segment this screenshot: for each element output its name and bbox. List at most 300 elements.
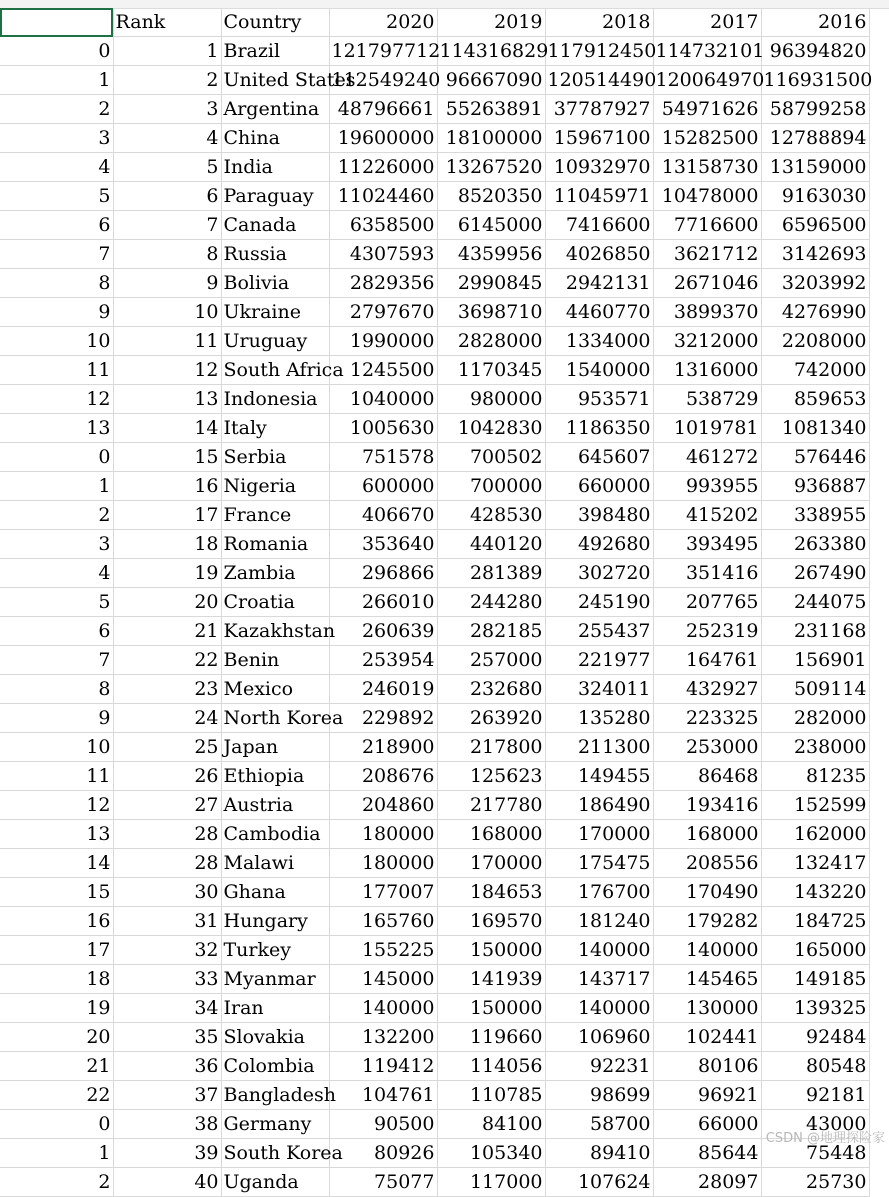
cell-value[interactable]: 1040000 [329, 385, 437, 414]
cell-value[interactable]: 461272 [653, 443, 761, 472]
cell-value[interactable]: 406670 [329, 501, 437, 530]
cell-value[interactable]: 2797670 [329, 298, 437, 327]
cell-value[interactable]: 223325 [653, 704, 761, 733]
cell-value[interactable]: 179282 [653, 907, 761, 936]
cell-value[interactable]: 1005630 [329, 414, 437, 443]
cell-index[interactable]: 10 [0, 327, 113, 356]
cell-value[interactable]: 143717 [545, 965, 653, 994]
cell-value[interactable]: 3203992 [761, 269, 869, 298]
cell-value[interactable]: 170000 [437, 849, 545, 878]
header-year-2020[interactable]: 2020 [329, 8, 437, 37]
cell-value[interactable]: 168000 [437, 820, 545, 849]
cell-rank[interactable]: 34 [113, 994, 221, 1023]
cell-value[interactable]: 105340 [437, 1139, 545, 1168]
cell-value[interactable]: 43000 [761, 1110, 869, 1139]
cell-rank[interactable]: 15 [113, 443, 221, 472]
cell-index[interactable]: 0 [0, 443, 113, 472]
cell-index[interactable]: 10 [0, 733, 113, 762]
cell-value[interactable]: 28097 [653, 1168, 761, 1197]
cell-value[interactable]: 260639 [329, 617, 437, 646]
cell-value[interactable]: 132200 [329, 1023, 437, 1052]
cell-value[interactable]: 86468 [653, 762, 761, 791]
cell-value[interactable]: 1042830 [437, 414, 545, 443]
cell-value[interactable]: 1316000 [653, 356, 761, 385]
cell-rank[interactable]: 33 [113, 965, 221, 994]
cell-value[interactable]: 165760 [329, 907, 437, 936]
cell-country[interactable]: Bangladesh [221, 1081, 329, 1110]
cell-index[interactable]: 4 [0, 153, 113, 182]
cell-value[interactable]: 302720 [545, 559, 653, 588]
cell-country[interactable]: Bolivia [221, 269, 329, 298]
cell-value[interactable]: 92484 [761, 1023, 869, 1052]
cell-value[interactable]: 324011 [545, 675, 653, 704]
selected-cell-a1[interactable] [0, 8, 113, 37]
cell-index[interactable]: 1 [0, 66, 113, 95]
cell-value[interactable]: 263380 [761, 530, 869, 559]
cell-value[interactable]: 2208000 [761, 327, 869, 356]
cell-rank[interactable]: 14 [113, 414, 221, 443]
cell-rank[interactable]: 6 [113, 182, 221, 211]
cell-rank[interactable]: 26 [113, 762, 221, 791]
cell-value[interactable]: 2671046 [653, 269, 761, 298]
cell-value[interactable]: 25730 [761, 1168, 869, 1197]
cell-country[interactable]: India [221, 153, 329, 182]
cell-value[interactable]: 15282500 [653, 124, 761, 153]
cell-value[interactable]: 432927 [653, 675, 761, 704]
cell-index[interactable]: 3 [0, 530, 113, 559]
cell-value[interactable]: 75077 [329, 1168, 437, 1197]
cell-country[interactable]: Benin [221, 646, 329, 675]
cell-index[interactable]: 9 [0, 704, 113, 733]
cell-value[interactable]: 106960 [545, 1023, 653, 1052]
cell-value[interactable]: 114732101 [653, 37, 761, 66]
cell-country[interactable]: Iran [221, 994, 329, 1023]
cell-value[interactable]: 181240 [545, 907, 653, 936]
cell-rank[interactable]: 28 [113, 849, 221, 878]
cell-value[interactable]: 7416600 [545, 211, 653, 240]
cell-value[interactable]: 1334000 [545, 327, 653, 356]
cell-value[interactable]: 19600000 [329, 124, 437, 153]
cell-country[interactable]: Brazil [221, 37, 329, 66]
cell-country[interactable]: France [221, 501, 329, 530]
header-year-2017[interactable]: 2017 [653, 8, 761, 37]
cell-value[interactable]: 150000 [437, 994, 545, 1023]
cell-value[interactable]: 4359956 [437, 240, 545, 269]
cell-value[interactable]: 415202 [653, 501, 761, 530]
cell-value[interactable]: 112549240 [329, 66, 437, 95]
cell-value[interactable]: 193416 [653, 791, 761, 820]
cell-rank[interactable]: 4 [113, 124, 221, 153]
cell-value[interactable]: 102441 [653, 1023, 761, 1052]
cell-value[interactable]: 231168 [761, 617, 869, 646]
cell-index[interactable]: 9 [0, 298, 113, 327]
cell-value[interactable]: 164761 [653, 646, 761, 675]
cell-value[interactable]: 104761 [329, 1081, 437, 1110]
cell-index[interactable]: 8 [0, 675, 113, 704]
cell-value[interactable]: 89410 [545, 1139, 653, 1168]
cell-rank[interactable]: 16 [113, 472, 221, 501]
cell-rank[interactable]: 8 [113, 240, 221, 269]
cell-value[interactable]: 135280 [545, 704, 653, 733]
cell-value[interactable]: 263920 [437, 704, 545, 733]
cell-value[interactable]: 96394820 [761, 37, 869, 66]
cell-value[interactable]: 238000 [761, 733, 869, 762]
cell-value[interactable]: 80926 [329, 1139, 437, 1168]
cell-value[interactable]: 218900 [329, 733, 437, 762]
cell-value[interactable]: 140000 [329, 994, 437, 1023]
cell-country[interactable]: Ethiopia [221, 762, 329, 791]
cell-country[interactable]: Malawi [221, 849, 329, 878]
cell-value[interactable]: 125623 [437, 762, 545, 791]
cell-value[interactable]: 92231 [545, 1052, 653, 1081]
cell-value[interactable]: 119660 [437, 1023, 545, 1052]
cell-value[interactable]: 11024460 [329, 182, 437, 211]
cell-rank[interactable]: 38 [113, 1110, 221, 1139]
cell-index[interactable]: 4 [0, 559, 113, 588]
cell-rank[interactable]: 13 [113, 385, 221, 414]
cell-index[interactable]: 6 [0, 211, 113, 240]
cell-rank[interactable]: 1 [113, 37, 221, 66]
cell-value[interactable]: 281389 [437, 559, 545, 588]
cell-value[interactable]: 80548 [761, 1052, 869, 1081]
cell-value[interactable]: 229892 [329, 704, 437, 733]
cell-rank[interactable]: 21 [113, 617, 221, 646]
cell-index[interactable]: 3 [0, 124, 113, 153]
cell-value[interactable]: 13159000 [761, 153, 869, 182]
cell-country[interactable]: Japan [221, 733, 329, 762]
cell-index[interactable]: 14 [0, 849, 113, 878]
cell-value[interactable]: 266010 [329, 588, 437, 617]
cell-rank[interactable]: 3 [113, 95, 221, 124]
cell-country[interactable]: Myanmar [221, 965, 329, 994]
cell-value[interactable]: 7716600 [653, 211, 761, 240]
cell-value[interactable]: 58799258 [761, 95, 869, 124]
cell-value[interactable]: 140000 [545, 936, 653, 965]
cell-rank[interactable]: 18 [113, 530, 221, 559]
cell-value[interactable]: 170490 [653, 878, 761, 907]
cell-index[interactable]: 0 [0, 1110, 113, 1139]
cell-value[interactable]: 211300 [545, 733, 653, 762]
cell-value[interactable]: 55263891 [437, 95, 545, 124]
cell-value[interactable]: 18100000 [437, 124, 545, 153]
cell-country[interactable]: Uganda [221, 1168, 329, 1197]
cell-rank[interactable]: 20 [113, 588, 221, 617]
cell-value[interactable]: 149185 [761, 965, 869, 994]
cell-value[interactable]: 15967100 [545, 124, 653, 153]
cell-value[interactable]: 398480 [545, 501, 653, 530]
cell-index[interactable]: 22 [0, 1081, 113, 1110]
cell-value[interactable]: 296866 [329, 559, 437, 588]
cell-value[interactable]: 440120 [437, 530, 545, 559]
cell-value[interactable]: 81235 [761, 762, 869, 791]
cell-value[interactable]: 156901 [761, 646, 869, 675]
cell-value[interactable]: 84100 [437, 1110, 545, 1139]
cell-value[interactable]: 2829356 [329, 269, 437, 298]
cell-value[interactable]: 11045971 [545, 182, 653, 211]
cell-value[interactable]: 204860 [329, 791, 437, 820]
cell-value[interactable]: 54971626 [653, 95, 761, 124]
cell-value[interactable]: 217800 [437, 733, 545, 762]
cell-index[interactable]: 5 [0, 588, 113, 617]
cell-value[interactable]: 509114 [761, 675, 869, 704]
cell-country[interactable]: Mexico [221, 675, 329, 704]
cell-value[interactable]: 114316829 [437, 37, 545, 66]
cell-value[interactable]: 6596500 [761, 211, 869, 240]
cell-value[interactable]: 80106 [653, 1052, 761, 1081]
cell-value[interactable]: 1990000 [329, 327, 437, 356]
cell-value[interactable]: 177007 [329, 878, 437, 907]
cell-value[interactable]: 742000 [761, 356, 869, 385]
cell-value[interactable]: 217780 [437, 791, 545, 820]
cell-rank[interactable]: 25 [113, 733, 221, 762]
cell-value[interactable]: 85644 [653, 1139, 761, 1168]
cell-country[interactable]: Colombia [221, 1052, 329, 1081]
cell-rank[interactable]: 30 [113, 878, 221, 907]
cell-value[interactable]: 3621712 [653, 240, 761, 269]
cell-value[interactable]: 232680 [437, 675, 545, 704]
cell-index[interactable]: 2 [0, 95, 113, 124]
cell-value[interactable]: 267490 [761, 559, 869, 588]
cell-value[interactable]: 953571 [545, 385, 653, 414]
cell-value[interactable]: 75448 [761, 1139, 869, 1168]
cell-index[interactable]: 11 [0, 356, 113, 385]
cell-country[interactable]: Serbia [221, 443, 329, 472]
cell-rank[interactable]: 28 [113, 820, 221, 849]
cell-country[interactable]: Ghana [221, 878, 329, 907]
cell-index[interactable]: 7 [0, 646, 113, 675]
cell-country[interactable]: Croatia [221, 588, 329, 617]
cell-value[interactable]: 208676 [329, 762, 437, 791]
cell-country[interactable]: Paraguay [221, 182, 329, 211]
cell-value[interactable]: 246019 [329, 675, 437, 704]
cell-value[interactable]: 119412 [329, 1052, 437, 1081]
cell-value[interactable]: 6145000 [437, 211, 545, 240]
cell-value[interactable]: 4307593 [329, 240, 437, 269]
cell-country[interactable]: Argentina [221, 95, 329, 124]
cell-value[interactable]: 176700 [545, 878, 653, 907]
cell-value[interactable]: 6358500 [329, 211, 437, 240]
cell-value[interactable]: 169570 [437, 907, 545, 936]
cell-value[interactable]: 116931500 [761, 66, 869, 95]
cell-rank[interactable]: 37 [113, 1081, 221, 1110]
cell-value[interactable]: 492680 [545, 530, 653, 559]
cell-index[interactable]: 1 [0, 472, 113, 501]
cell-value[interactable]: 141939 [437, 965, 545, 994]
cell-index[interactable]: 6 [0, 617, 113, 646]
cell-value[interactable]: 152599 [761, 791, 869, 820]
cell-value[interactable]: 700000 [437, 472, 545, 501]
cell-country[interactable]: Cambodia [221, 820, 329, 849]
cell-value[interactable]: 155225 [329, 936, 437, 965]
cell-rank[interactable]: 22 [113, 646, 221, 675]
cell-value[interactable]: 244075 [761, 588, 869, 617]
cell-value[interactable]: 255437 [545, 617, 653, 646]
cell-rank[interactable]: 32 [113, 936, 221, 965]
cell-value[interactable]: 13158730 [653, 153, 761, 182]
cell-value[interactable]: 90500 [329, 1110, 437, 1139]
cell-value[interactable]: 66000 [653, 1110, 761, 1139]
cell-rank[interactable]: 35 [113, 1023, 221, 1052]
cell-value[interactable]: 244280 [437, 588, 545, 617]
cell-rank[interactable]: 11 [113, 327, 221, 356]
cell-value[interactable]: 253954 [329, 646, 437, 675]
cell-value[interactable]: 253000 [653, 733, 761, 762]
cell-country[interactable]: Italy [221, 414, 329, 443]
cell-value[interactable]: 208556 [653, 849, 761, 878]
cell-rank[interactable]: 39 [113, 1139, 221, 1168]
cell-value[interactable]: 1170345 [437, 356, 545, 385]
cell-value[interactable]: 168000 [653, 820, 761, 849]
cell-value[interactable]: 1186350 [545, 414, 653, 443]
cell-value[interactable]: 130000 [653, 994, 761, 1023]
cell-value[interactable]: 10478000 [653, 182, 761, 211]
cell-value[interactable]: 660000 [545, 472, 653, 501]
cell-value[interactable]: 150000 [437, 936, 545, 965]
cell-value[interactable]: 8520350 [437, 182, 545, 211]
cell-value[interactable]: 120064970 [653, 66, 761, 95]
cell-index[interactable]: 0 [0, 37, 113, 66]
cell-value[interactable]: 37787927 [545, 95, 653, 124]
cell-index[interactable]: 13 [0, 414, 113, 443]
cell-country[interactable]: China [221, 124, 329, 153]
cell-value[interactable]: 13267520 [437, 153, 545, 182]
cell-value[interactable]: 282185 [437, 617, 545, 646]
cell-value[interactable]: 110785 [437, 1081, 545, 1110]
cell-country[interactable]: South Korea [221, 1139, 329, 1168]
cell-value[interactable]: 4460770 [545, 298, 653, 327]
header-year-2019[interactable]: 2019 [437, 8, 545, 37]
cell-value[interactable]: 700502 [437, 443, 545, 472]
cell-index[interactable]: 5 [0, 182, 113, 211]
cell-index[interactable]: 16 [0, 907, 113, 936]
cell-rank[interactable]: 5 [113, 153, 221, 182]
cell-value[interactable]: 751578 [329, 443, 437, 472]
cell-value[interactable]: 2990845 [437, 269, 545, 298]
cell-index[interactable]: 17 [0, 936, 113, 965]
cell-index[interactable]: 2 [0, 501, 113, 530]
cell-value[interactable]: 145000 [329, 965, 437, 994]
cell-rank[interactable]: 12 [113, 356, 221, 385]
cell-value[interactable]: 353640 [329, 530, 437, 559]
cell-index[interactable]: 12 [0, 791, 113, 820]
cell-index[interactable]: 15 [0, 878, 113, 907]
header-year-2018[interactable]: 2018 [545, 8, 653, 37]
cell-value[interactable]: 184725 [761, 907, 869, 936]
cell-country[interactable]: Austria [221, 791, 329, 820]
cell-rank[interactable]: 10 [113, 298, 221, 327]
cell-index[interactable]: 19 [0, 994, 113, 1023]
cell-country[interactable]: Kazakhstan [221, 617, 329, 646]
cell-value[interactable]: 180000 [329, 849, 437, 878]
cell-value[interactable]: 1019781 [653, 414, 761, 443]
cell-value[interactable]: 165000 [761, 936, 869, 965]
cell-value[interactable]: 92181 [761, 1081, 869, 1110]
cell-value[interactable]: 3212000 [653, 327, 761, 356]
cell-value[interactable]: 149455 [545, 762, 653, 791]
cell-value[interactable]: 245190 [545, 588, 653, 617]
cell-value[interactable]: 3698710 [437, 298, 545, 327]
cell-value[interactable]: 338955 [761, 501, 869, 530]
cell-index[interactable]: 20 [0, 1023, 113, 1052]
cell-value[interactable]: 117000 [437, 1168, 545, 1197]
cell-rank[interactable]: 2 [113, 66, 221, 95]
cell-value[interactable]: 180000 [329, 820, 437, 849]
cell-value[interactable]: 58700 [545, 1110, 653, 1139]
cell-value[interactable]: 576446 [761, 443, 869, 472]
cell-value[interactable]: 48796661 [329, 95, 437, 124]
cell-country[interactable]: Ukraine [221, 298, 329, 327]
cell-value[interactable]: 1081340 [761, 414, 869, 443]
cell-index[interactable]: 7 [0, 240, 113, 269]
cell-value[interactable]: 145465 [653, 965, 761, 994]
cell-country[interactable]: Hungary [221, 907, 329, 936]
cell-value[interactable]: 936887 [761, 472, 869, 501]
cell-country[interactable]: Canada [221, 211, 329, 240]
cell-rank[interactable]: 9 [113, 269, 221, 298]
cell-value[interactable]: 1540000 [545, 356, 653, 385]
cell-value[interactable]: 257000 [437, 646, 545, 675]
cell-rank[interactable]: 7 [113, 211, 221, 240]
cell-value[interactable]: 2942131 [545, 269, 653, 298]
cell-country[interactable]: North Korea [221, 704, 329, 733]
cell-value[interactable]: 351416 [653, 559, 761, 588]
cell-rank[interactable]: 23 [113, 675, 221, 704]
cell-country[interactable]: United States [221, 66, 329, 95]
cell-value[interactable]: 980000 [437, 385, 545, 414]
cell-value[interactable]: 186490 [545, 791, 653, 820]
cell-value[interactable]: 252319 [653, 617, 761, 646]
cell-value[interactable]: 140000 [653, 936, 761, 965]
cell-country[interactable]: Nigeria [221, 472, 329, 501]
header-year-2016[interactable]: 2016 [761, 8, 869, 37]
cell-value[interactable]: 175475 [545, 849, 653, 878]
cell-rank[interactable]: 17 [113, 501, 221, 530]
cell-index[interactable]: 12 [0, 385, 113, 414]
cell-value[interactable]: 221977 [545, 646, 653, 675]
cell-value[interactable]: 96921 [653, 1081, 761, 1110]
cell-rank[interactable]: 27 [113, 791, 221, 820]
cell-value[interactable]: 2828000 [437, 327, 545, 356]
cell-value[interactable]: 139325 [761, 994, 869, 1023]
cell-value[interactable]: 170000 [545, 820, 653, 849]
cell-country[interactable]: Germany [221, 1110, 329, 1139]
cell-country[interactable]: Russia [221, 240, 329, 269]
cell-value[interactable]: 140000 [545, 994, 653, 1023]
cell-index[interactable]: 21 [0, 1052, 113, 1081]
cell-value[interactable]: 132417 [761, 849, 869, 878]
cell-value[interactable]: 117912450 [545, 37, 653, 66]
cell-value[interactable]: 538729 [653, 385, 761, 414]
cell-value[interactable]: 4026850 [545, 240, 653, 269]
cell-value[interactable]: 993955 [653, 472, 761, 501]
cell-rank[interactable]: 36 [113, 1052, 221, 1081]
cell-value[interactable]: 162000 [761, 820, 869, 849]
cell-value[interactable]: 143220 [761, 878, 869, 907]
cell-value[interactable]: 4276990 [761, 298, 869, 327]
cell-value[interactable]: 11226000 [329, 153, 437, 182]
cell-value[interactable]: 10932970 [545, 153, 653, 182]
cell-index[interactable]: 8 [0, 269, 113, 298]
cell-country[interactable]: Uruguay [221, 327, 329, 356]
cell-value[interactable]: 859653 [761, 385, 869, 414]
cell-value[interactable]: 114056 [437, 1052, 545, 1081]
cell-country[interactable]: South Africa [221, 356, 329, 385]
cell-value[interactable]: 120514490 [545, 66, 653, 95]
cell-value[interactable]: 393495 [653, 530, 761, 559]
cell-value[interactable]: 107624 [545, 1168, 653, 1197]
cell-country[interactable]: Romania [221, 530, 329, 559]
cell-rank[interactable]: 31 [113, 907, 221, 936]
